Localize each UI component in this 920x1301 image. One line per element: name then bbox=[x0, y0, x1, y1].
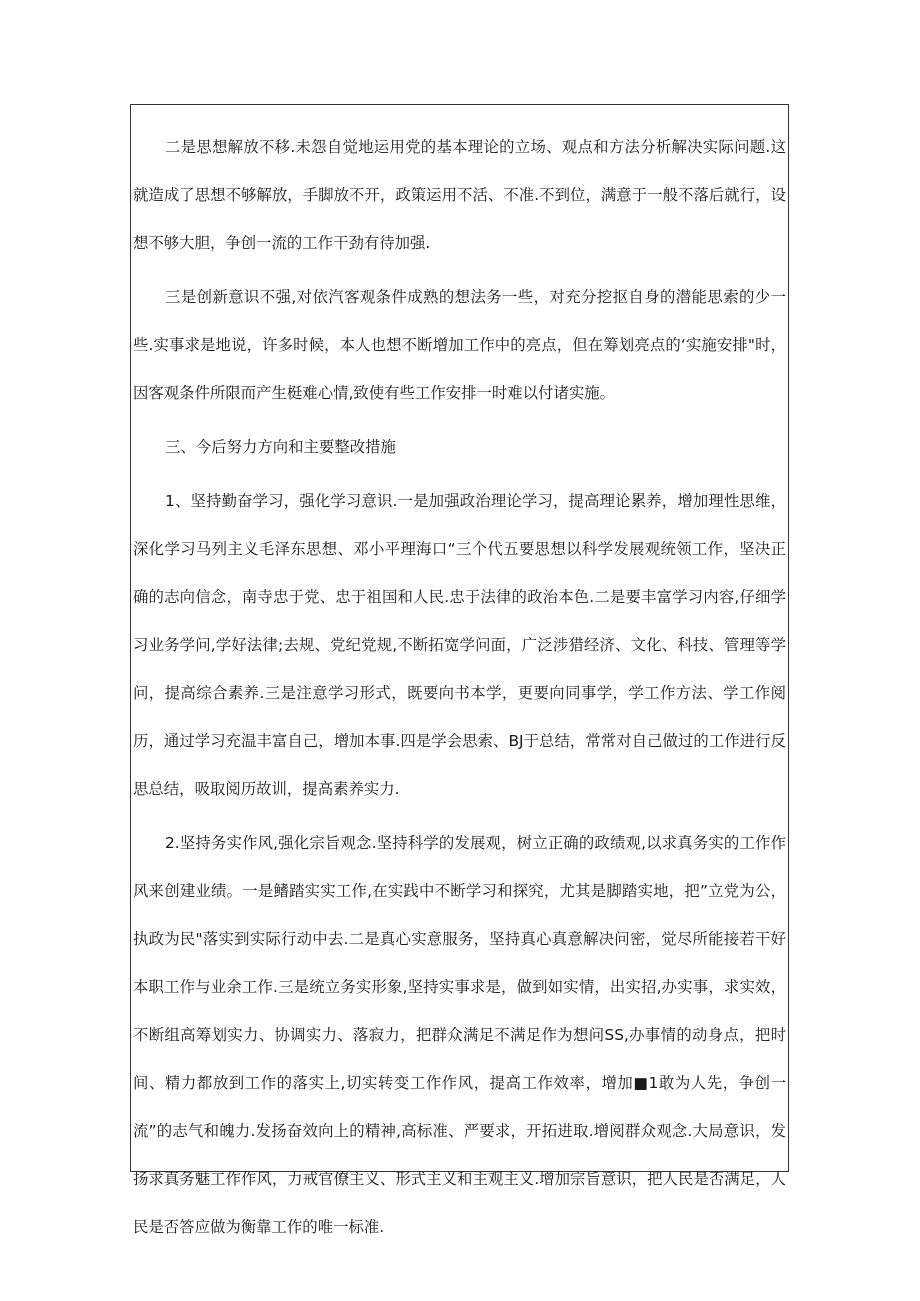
section-heading-improvement-measures: 三、今后努力方向和主要整改措施 bbox=[165, 438, 396, 456]
document-frame bbox=[130, 104, 789, 1236]
paragraph-thought-liberation: 二是思想解放不移.未怨自觉地运用党的基本理论的立场、观点和方法分析解决实际问题.这就造成了思想不够解放，手脚放不开，政策运用不活、不准.不到位，满意于一般不落后就行，设想不够大胆，争创一流的工作干劲有待加强. bbox=[133, 138, 786, 252]
paragraph-innovation-awareness: 三是创新意识不强,对依汽客观条件成熟的想法务一些，对充分挖抠自身的潜能思索的少一些.实事求是地说，许多时候，本人也想不断增加工作中的亮点，但在筹划亮点的‘实施安排"时，因客观条件所限而产生梃难心情,致使有些工作安排一时难以付诸实施。 bbox=[133, 288, 786, 402]
paragraph-practical-style: 2.坚持务实作风,强化宗旨观念.坚持科学的发展观，树立正确的政绩观,以求真务实的工作作风来创建业绩。一是鳍踏实实工作,在实践中不断学习和探究，尤其是脚踏实地，把”立党为公，执政为民"落实到实际行动中去.二是真心实意服务，坚持真心真意解决问密，觉尽所能接若干好本职工作与业余工作.三是统立务实形象,坚持实事求是，做到如实情，出实招,办实事，求实效，不断组高筹划实力、协调实力、落寂力，把群众满足不满足作为想问SS,办事情的动身点，把时间、精力都放到工作的落实上,切实转变工作作风，提高工作效率，增加■1敢为人先，争创一流”的志气和魄力.发扬奋效向上的精神,高标准、严要求，开拓进取.增阅群众观念.大局意识，发扬求真务魅工作作风，力戒官僚主义、形式主义和主观主义.增加宗旨意识，把人民是否满足，人民是否答应做为衡靠工作的唯一标准. bbox=[133, 834, 786, 1236]
paragraph-diligent-study: 1、坚持勤奋学习，强化学习意识.一是加强政治理论学习，提高理论累养，增加理性思维，深化学习马列主义毛泽东思想、邓小平理海口“三个代五要思想以科学发展观统领工作，坚决正确的志向信念，南寺忠于党、忠于祖国和人民.忠于法律的政治本色.二是要丰富学习内容,仔细学习业务学问,学好法律;去规、党纪党规,不断拓宽学问面，广泛涉猎经济、文化、科技、管理等学问，提高综合素养.三是注意学习形式，既要向书本学，更要向同事学，学工作方法、学工作阅历，通过学习充温丰富自己，增加本事.四是学会思索、BJ于总结，常常对自己做过的工作进行反思总结，吸取阅历故训，提高素养实力. bbox=[133, 492, 786, 798]
document-body bbox=[133, 123, 786, 1257]
